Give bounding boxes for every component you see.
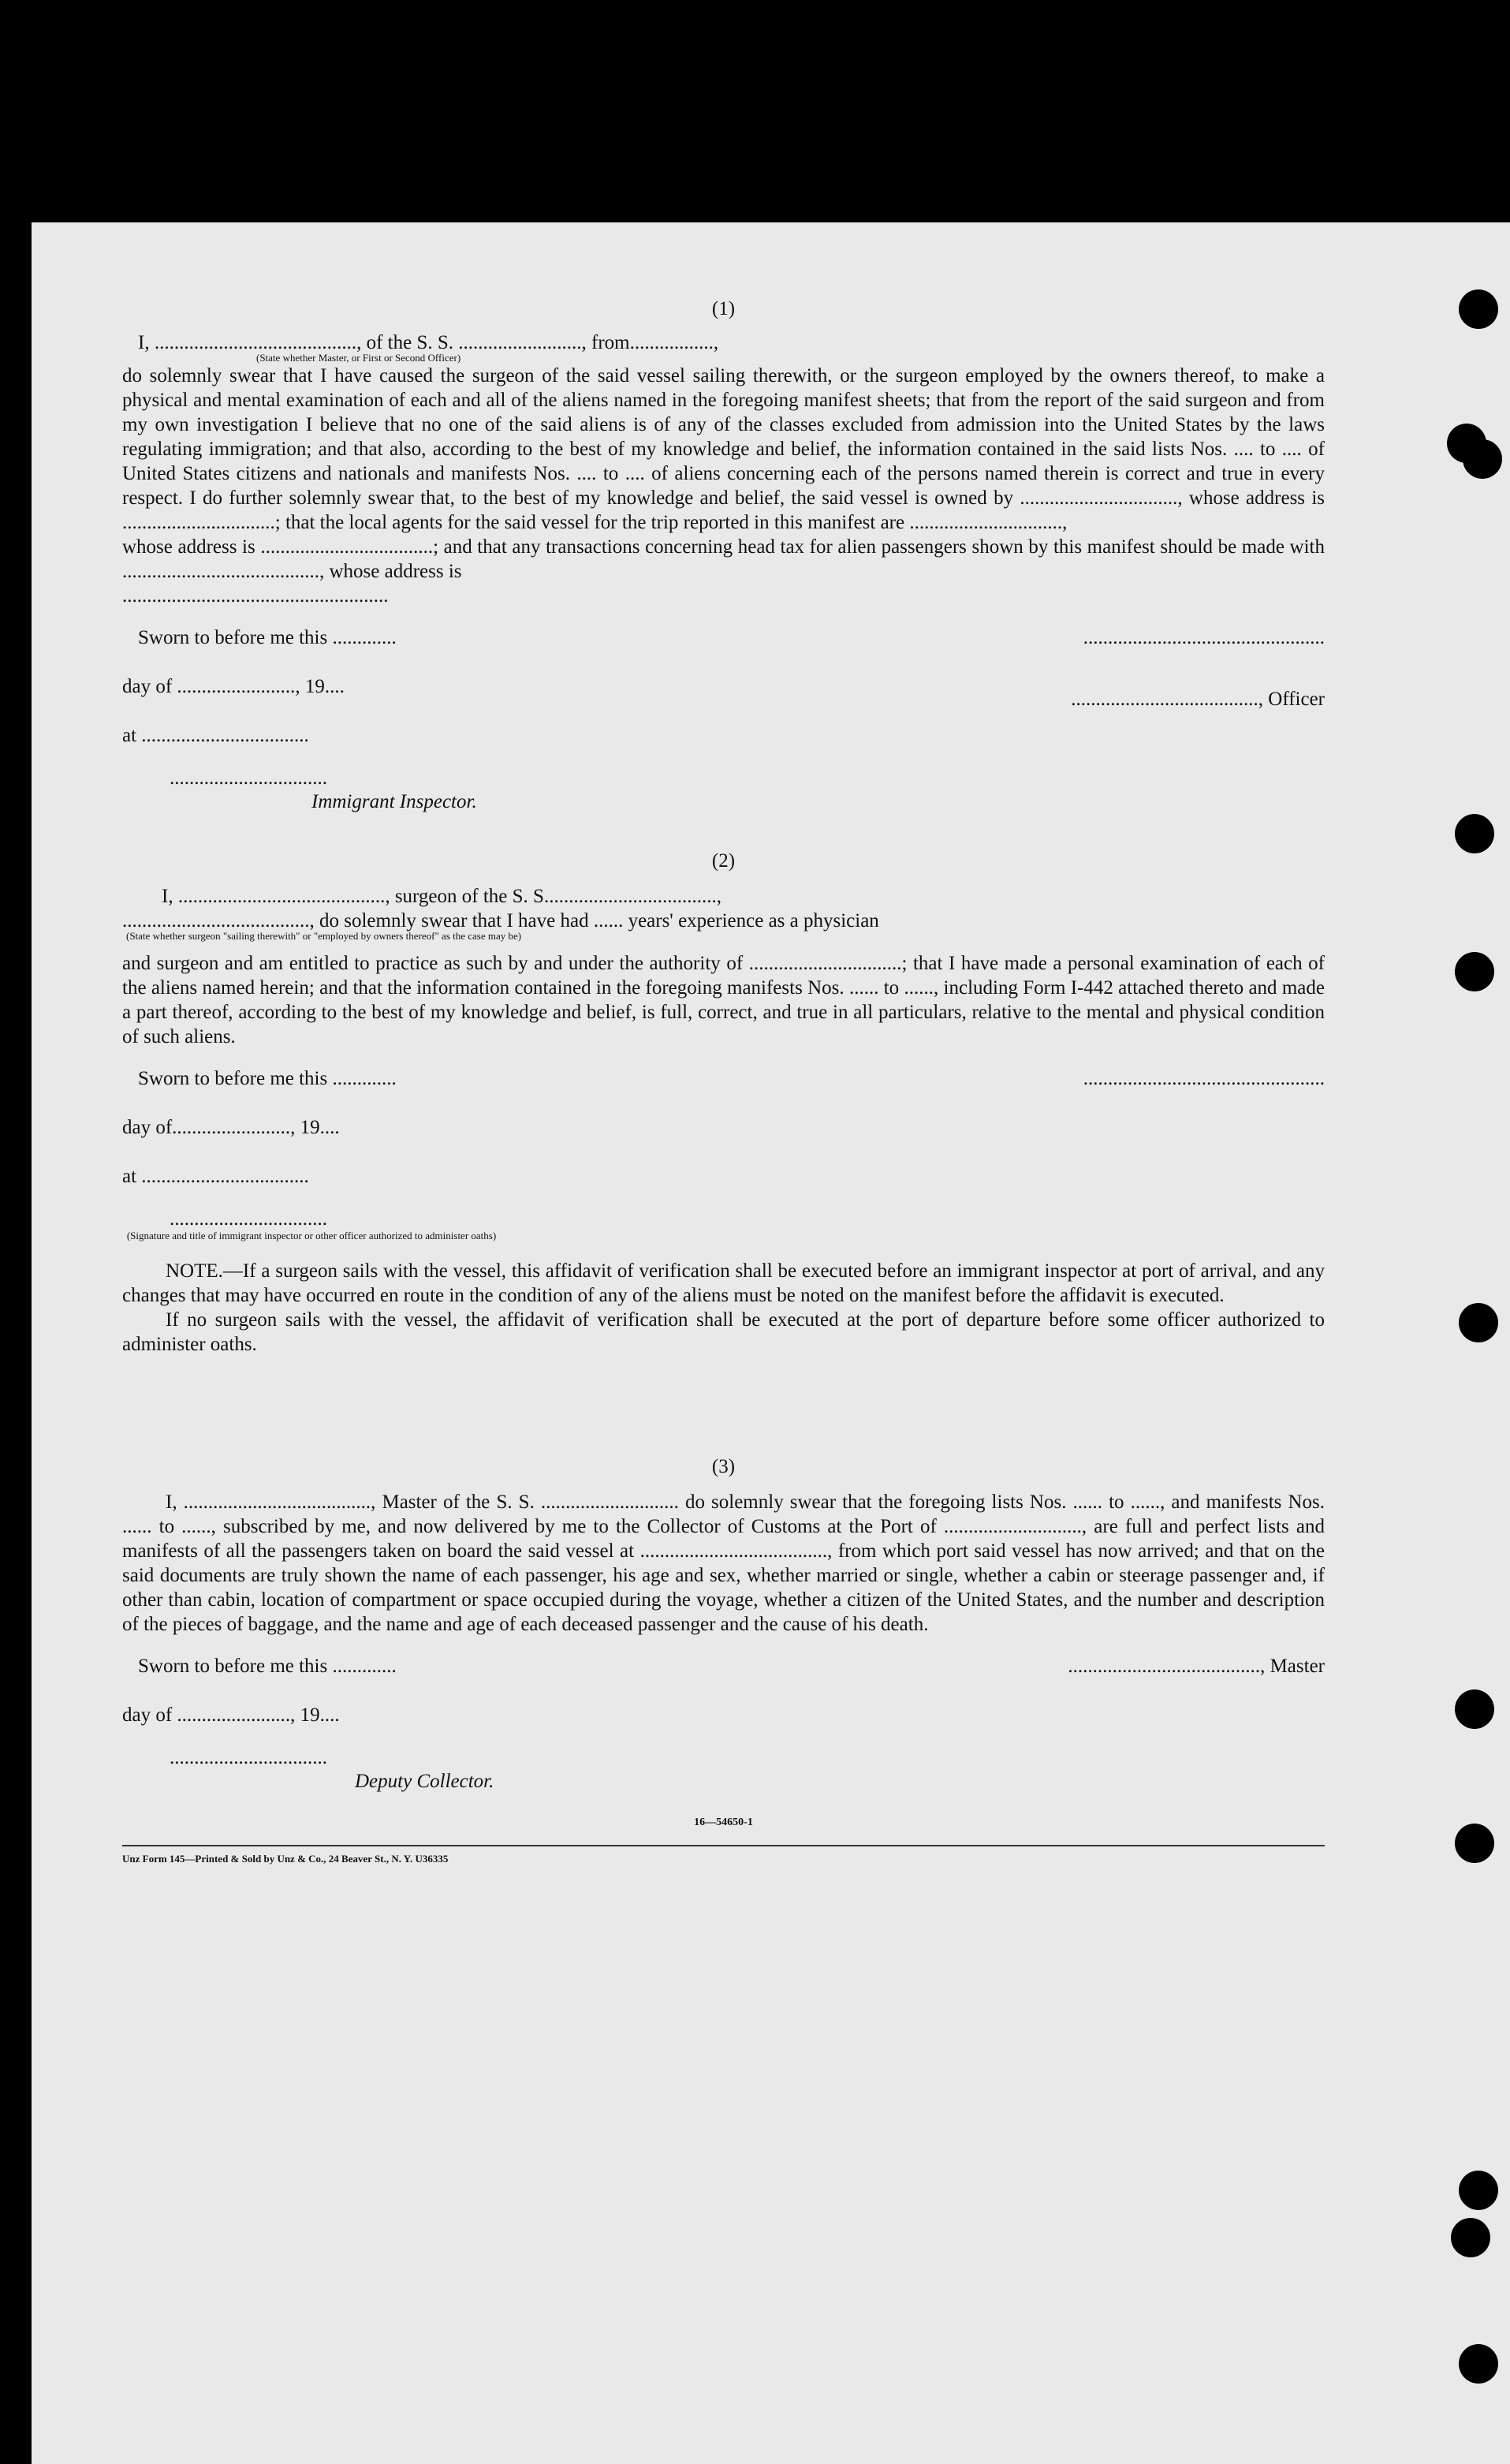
section-number: (3) <box>711 1456 736 1477</box>
collector-signature <box>122 1747 1325 1801</box>
punch-hole <box>1455 1689 1494 1729</box>
form-content <box>122 297 1325 1865</box>
master-line: ......................................., Master <box>1068 1656 1325 1677</box>
sworn-row <box>122 1654 1325 1703</box>
at-label: at .................................. <box>122 725 309 746</box>
oath-body-continued: whose address is ...................................; and that any transactions concerning head tax for alien passengers shown by this manifest should be made with ........................................, whose address is <box>122 536 1325 582</box>
signature-line: ................................ <box>170 767 327 789</box>
sworn-label: Sworn to before me this ............. <box>138 627 397 648</box>
oath-body: do solemnly swear that I have caused the surgeon of the said vessel sailing therewith, or the surgeon employed by the owners thereof, to make a physical and mental examination of each and all of the aliens named in the foregoing manifest sheets; that from the report of the said surgeon and from my own investigation I believe that no one of the said aliens is of any of the classes excluded from admission into the United States by the laws regulating immigration; and that also, according to the best of my knowledge and belief, the information contained in the said lists Nos. .... to .... of United States citizens and nationals and manifests Nos. .... to .... of aliens concerning each of the persons named therein is correct and true in every respect. I do further solemnly swear that, to the best of my knowledge and belief, the said vessel is owned by ................................, whose address is ...............................; that the local agents for the said vessel for the trip reported in this manifest are ..............................., <box>122 365 1325 533</box>
signature-line: ................................................. <box>1083 1068 1325 1089</box>
section-number: (1) <box>711 298 736 319</box>
date-row <box>122 1703 1325 1752</box>
signature-title: Deputy Collector. <box>355 1771 494 1792</box>
signature-hint: (Signature and title of immigrant inspector or other officer authorized to administer oaths) <box>126 1230 497 1241</box>
day-label: day of........................, 19.... <box>122 1117 340 1138</box>
punch-hole <box>1463 439 1502 479</box>
officer-line: ......................................, Officer <box>1071 689 1325 710</box>
sworn-row <box>122 625 1325 674</box>
at-label: at .................................. <box>122 1166 309 1187</box>
punch-hole <box>1455 1824 1494 1863</box>
punch-hole <box>1459 2344 1498 2384</box>
printer-footer: Unz Form 145—Printed & Sold by Unz & Co., 24 Beaver St., N. Y. U36335 <box>122 1853 449 1865</box>
signature-line: ................................ <box>170 1747 327 1768</box>
punch-hole <box>1459 289 1498 329</box>
sworn-row <box>122 1066 1325 1115</box>
place-row <box>122 1164 1325 1213</box>
punch-hole <box>1459 1303 1498 1342</box>
section-number: (2) <box>711 850 736 872</box>
signature-title: Immigrant Inspector. <box>311 791 477 812</box>
day-label: day of ......................., 19.... <box>122 1704 340 1726</box>
punch-holes <box>1447 222 1510 2464</box>
sworn-label: Sworn to before me this ............. <box>138 1068 397 1089</box>
punch-hole <box>1455 952 1494 991</box>
form-code: 16—54650-1 <box>694 1816 753 1828</box>
signature-line: ................................ <box>170 1208 327 1230</box>
oath-line: I, .........................................., surgeon of the S. S..................................., <box>162 886 721 907</box>
oath-body: I, ......................................, Master of the S. S. ............................ do solemnly swear that the foregoing lists Nos. ...... to ......, and manifests Nos. ...... to ......, subscribed by me, and now delivered by me to the Collector of Customs at the Port of ............................, are full and perfect lists and manifests of all the passengers taken on board the said vessel at ......................................, from which port said vessel has now arrived; and that on the said documents are truly shown the name of each passenger, his age and sex, whether married or single, whether a cabin or steerage passenger and, if other than cabin, location of compartment or space occupied during the voyage, whether a citizen of the United States, and the number and description of the pieces of baggage, and the name and age of each deceased passenger and the cause of his death. <box>122 1491 1325 1635</box>
punch-hole <box>1451 2218 1490 2257</box>
place-row <box>122 723 1325 772</box>
punch-hole <box>1455 814 1494 853</box>
date-row <box>122 674 1325 723</box>
signature-line: ................................................. <box>1083 627 1325 648</box>
oath-body-end: ...................................................... <box>122 585 389 607</box>
oath-body: and surgeon and am entitled to practice as such by and under the authority of ...............................; that I have made a personal examination of each of the aliens named herein; and that the information contained in the foregoing manifests Nos. ...... to ......, including Form I-442 attached thereto and made a part thereof, according to the best of my knowledge and belief, is full, correct, and true in all particulars, relative to the mental and physical condition of such aliens. <box>122 953 1325 1047</box>
document-page <box>32 222 1510 2464</box>
sworn-label: Sworn to before me this ............. <box>138 1656 397 1677</box>
note: If no surgeon sails with the vessel, the affidavit of verification shall be executed at the port of departure before some officer authorized to administer oaths. <box>122 1309 1325 1355</box>
field-hint: (State whether surgeon "sailing therewith" or "employed by owners thereof" as the case may be) <box>126 930 522 942</box>
punch-hole <box>1459 2171 1498 2210</box>
divider <box>122 1845 1325 1846</box>
inspector-signature <box>122 767 1325 821</box>
oath-line: I, ........................................., of the S. S. ........................., from................., <box>138 332 719 353</box>
oath-line: ......................................, do solemnly swear that I have had ...... years' experience as a physician <box>122 910 879 931</box>
note: NOTE.—If a surgeon sails with the vessel, this affidavit of verification shall be executed before an immigrant inspector at port of arrival, and any changes that may have occurred en route in the condition of any of the aliens must be noted on the manifest before the affidavit is executed. <box>122 1260 1325 1306</box>
field-hint: (State whether Master, or First or Second Officer) <box>256 352 461 364</box>
date-row <box>122 1115 1325 1164</box>
day-label: day of ........................, 19.... <box>122 676 345 697</box>
officer-signature <box>122 1208 1325 1259</box>
